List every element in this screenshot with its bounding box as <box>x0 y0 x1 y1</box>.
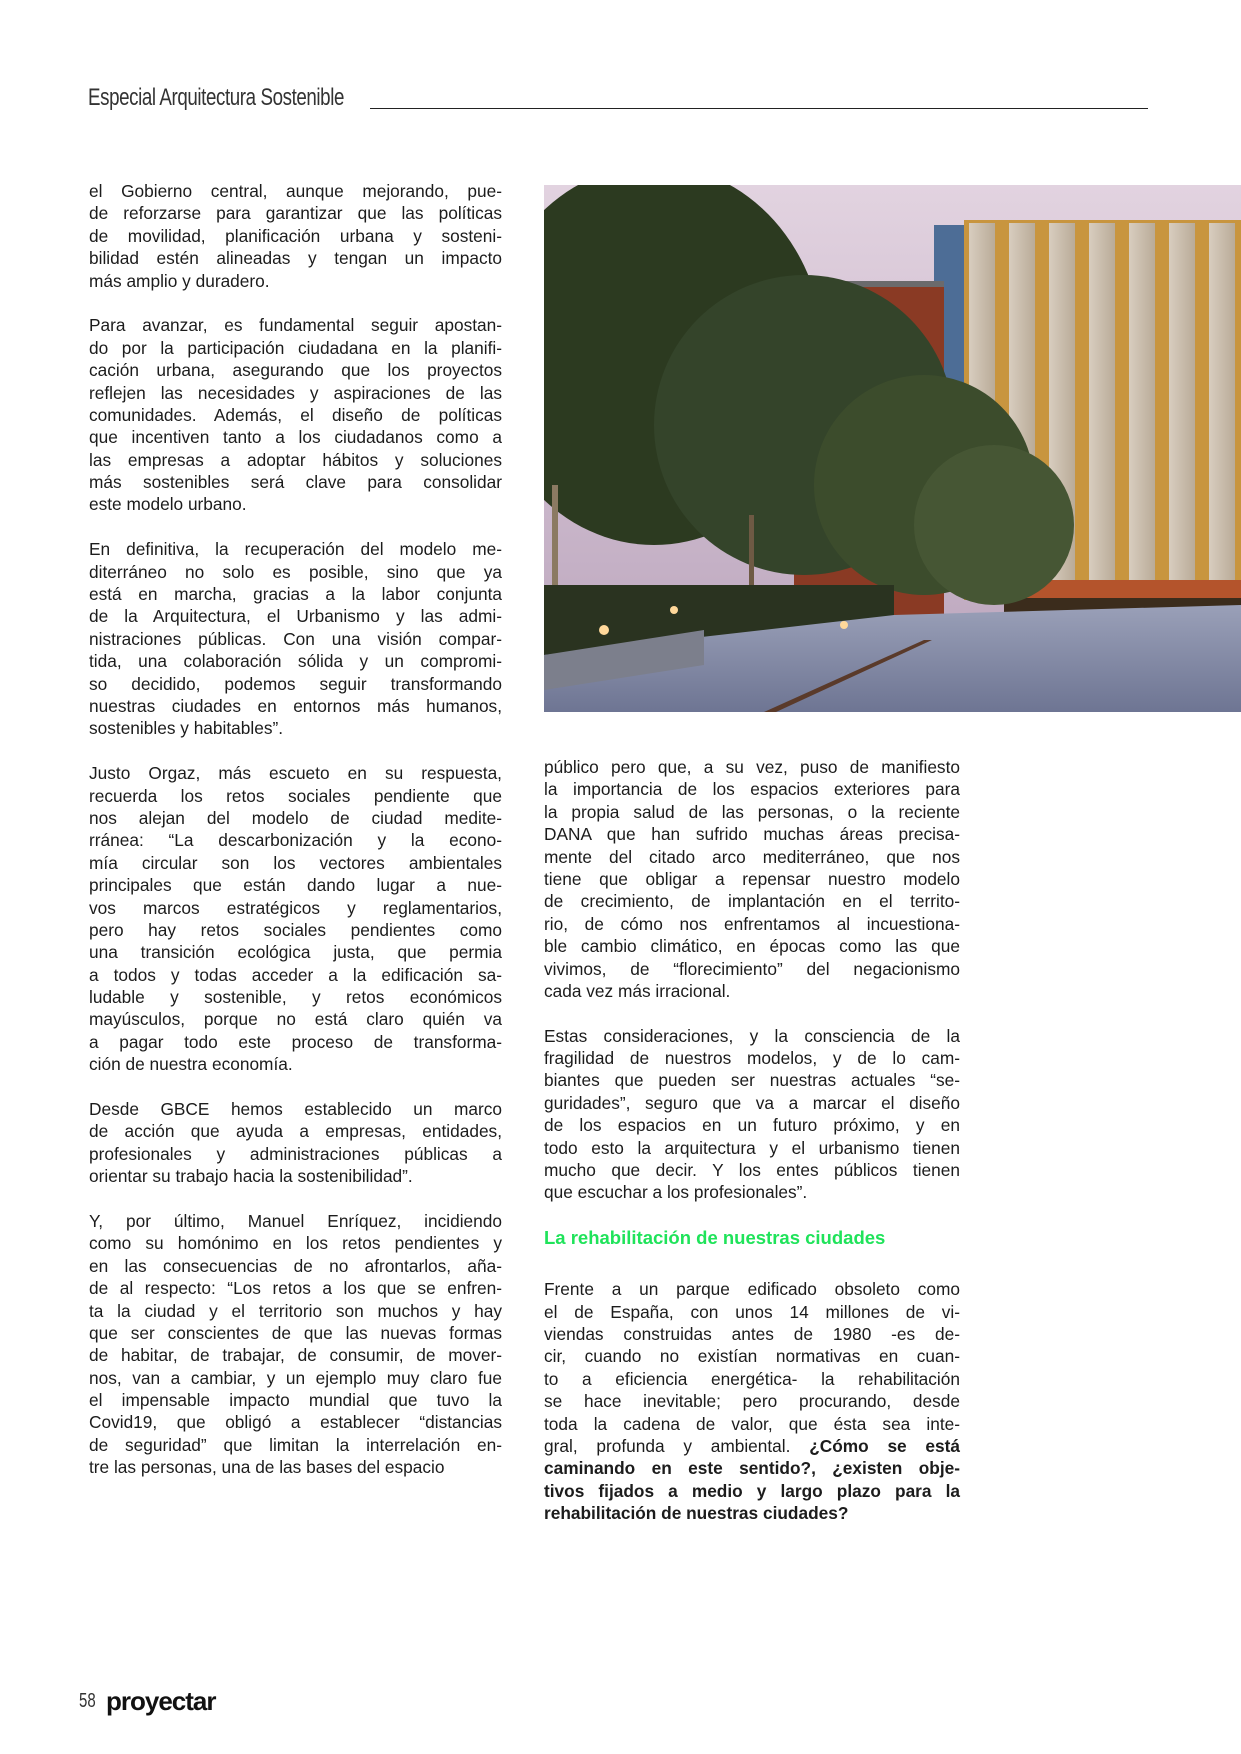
text-line: de movilidad, planificación urbana y sosteni- <box>89 225 502 246</box>
text-line: DANA que han sufrido muchas áreas precisa- <box>544 824 960 845</box>
paragraph <box>89 538 502 740</box>
text-line: a todos y todas acceder a la edificación sa- <box>89 964 502 985</box>
text-line: pero hay retos sociales pendientes como <box>89 919 502 940</box>
text-line: mayúsculos, porque no está claro quién va <box>89 1009 502 1030</box>
text-line: el impensable impacto mundial que tuvo la <box>89 1390 502 1411</box>
text-line: Justo Orgaz, más escueto en su respuesta, <box>89 763 502 784</box>
text-line: que escuchar a los profesionales”. <box>544 1182 808 1203</box>
paragraph <box>544 1025 960 1204</box>
text-line: nos, van a cambiar, y un ejemplo muy claro fue <box>89 1367 502 1388</box>
text-run: el de España, con unos 14 millones de vi- <box>544 1301 960 1322</box>
text-line: todo esto la arquitectura y el urbanismo tienen <box>544 1137 960 1158</box>
left-text-column <box>89 180 502 1501</box>
text-run: toda la cadena de valor, que ésta sea inte- <box>544 1413 960 1434</box>
text-line: más sostenibles será clave para consolidar <box>89 472 502 493</box>
text-run: viendas construidas antes de 1980 -es de- <box>544 1323 960 1344</box>
text-line: comunidades. Además, el diseño de políticas <box>89 404 502 425</box>
text-line <box>544 1502 960 1524</box>
text-line: vos marcos estratégicos y reglamentarios, <box>89 897 502 918</box>
text-line <box>544 1301 960 1323</box>
text-line <box>544 1390 960 1412</box>
right-text-column <box>544 756 960 1547</box>
text-line: de crecimiento, de implantación en el territo- <box>544 891 960 912</box>
text-line: Covid19, que obligó a establecer “distancias <box>89 1412 502 1433</box>
section-subheading: La rehabilitación de nuestras ciudades <box>544 1227 886 1249</box>
text-line <box>544 1345 960 1367</box>
text-line: tre las personas, una de las bases del espacio <box>89 1457 445 1478</box>
text-line: rránea: “La descarbonización y la econo- <box>89 830 502 851</box>
architecture-photo <box>544 185 1241 712</box>
text-line: el Gobierno central, aunque mejorando, pue- <box>89 181 502 201</box>
paragraph <box>544 756 960 1002</box>
text-line: de los espacios en un futuro próximo, y en <box>544 1115 960 1136</box>
bold-question-run: ¿Cómo se está <box>809 1435 960 1456</box>
text-line: la propia salud de las personas, o la reciente <box>544 801 960 822</box>
question-paragraph <box>544 1278 960 1524</box>
section-title: Especial Arquitectura Sostenible <box>88 84 344 111</box>
text-line: orientar su trabajo hacia la sostenibilidad”. <box>89 1166 413 1187</box>
text-line: cación urbana, asegurando que los proyectos <box>89 360 502 381</box>
text-line <box>544 1278 960 1300</box>
text-line <box>544 1435 960 1457</box>
text-line: una transición ecológica justa, que permia <box>89 942 502 963</box>
paragraph <box>89 314 502 516</box>
text-line: do por la participación ciudadana en la planifi- <box>89 337 502 358</box>
paragraph <box>89 1210 502 1479</box>
text-run: gral, profunda y ambiental. <box>544 1435 810 1456</box>
right-paragraphs <box>544 756 960 1204</box>
text-line: nos alejan del modelo de ciudad medite- <box>89 807 502 828</box>
text-line: sostenibles y habitables”. <box>89 718 284 739</box>
text-line: profesionales y administraciones públicas a <box>89 1143 502 1164</box>
text-line: biantes que pueden ser nuestras actuales “se- <box>544 1070 960 1091</box>
text-line: ludable y sostenible, y retos económicos <box>89 987 502 1008</box>
text-line: so decidido, podemos seguir transformando <box>89 673 502 694</box>
text-line: en las consecuencias de no afrontarlos, aña- <box>89 1255 502 1276</box>
text-line: Estas consideraciones, y la consciencia de la <box>544 1025 960 1046</box>
text-line: mente del citado arco mediterráneo, que nos <box>544 846 960 867</box>
text-line: este modelo urbano. <box>89 494 247 515</box>
text-line: recuerda los retos sociales pendiente que <box>89 785 502 806</box>
text-line: Para avanzar, es fundamental seguir apostan- <box>89 315 502 336</box>
text-line: ción de nuestra economía. <box>89 1054 293 1075</box>
text-line: de habitar, de trabajar, de consumir, de mover- <box>89 1345 502 1366</box>
text-line: rio, de cómo nos enfrentamos al incuestiona- <box>544 913 960 934</box>
text-run: to a eficiencia energética- la rehabilitación <box>544 1368 960 1389</box>
text-line: de al respecto: “Los retos a los que se enfren- <box>89 1278 502 1299</box>
text-line: fragilidad de nuestros modelos, y de lo cam- <box>544 1048 960 1069</box>
text-run: cir, cuando no existían normativas en cuan- <box>544 1346 960 1367</box>
text-line: nuestras ciudades en entornos más humanos, <box>89 695 502 716</box>
text-line: de reforzarse para garantizar que las políticas <box>89 203 502 224</box>
text-line: mucho que decir. Y los entes públicos tienen <box>544 1160 960 1181</box>
text-line: ble cambio climático, en épocas como las que <box>544 936 960 957</box>
bold-question-run: rehabilitación de nuestras ciudades? <box>544 1503 849 1524</box>
text-run: se hace inevitable; pero procurando, desde <box>544 1391 960 1412</box>
text-line <box>544 1323 960 1345</box>
text-line <box>544 1368 960 1390</box>
magazine-logo: proyectar <box>106 1686 216 1716</box>
text-line: está en marcha, gracias a la labor conjunta <box>89 584 502 605</box>
text-line: ta la ciudad y el territorio son muchos y hay <box>89 1300 502 1321</box>
text-line: mía circular son los vectores ambientales <box>89 852 502 873</box>
text-line: que incentiven tanto a los ciudadanos como a <box>89 427 502 448</box>
paragraph <box>89 180 502 292</box>
text-line <box>544 1457 960 1479</box>
text-line: más amplio y duradero. <box>89 270 270 291</box>
text-line: vivimos, de “florecimiento” del negacionismo <box>544 958 960 979</box>
text-line <box>544 1480 960 1502</box>
text-line: Desde GBCE hemos establecido un marco <box>89 1099 502 1120</box>
text-line: como su homónimo en los retos pendientes y <box>89 1233 502 1254</box>
text-line: de seguridad” que limitan la interrelación en- <box>89 1434 502 1455</box>
text-line: que ser conscientes de que las nuevas formas <box>89 1322 502 1343</box>
text-line: a pagar todo este proceso de transforma- <box>89 1031 502 1052</box>
text-line: tida, una colaboración sólida y un compromi- <box>89 651 502 672</box>
text-line: En definitiva, la recuperación del modelo me- <box>89 539 502 560</box>
text-line: nistraciones públicas. Con una visión compar- <box>89 628 502 649</box>
bold-question-run: caminando en este sentido?, ¿existen obje- <box>544 1458 960 1479</box>
text-line: la importancia de los espacios exteriores para <box>544 779 960 800</box>
text-line: Y, por último, Manuel Enríquez, incidiendo <box>89 1210 502 1231</box>
page-number: 58 <box>79 1690 96 1712</box>
paragraph <box>89 1098 502 1188</box>
building-render-illustration <box>544 185 1241 712</box>
text-line: de la Arquitectura, el Urbanismo y las admi- <box>89 606 502 627</box>
text-line: de acción que ayuda a empresas, entidades, <box>89 1121 502 1142</box>
text-line: las empresas a adoptar hábitos y soluciones <box>89 449 502 470</box>
text-line: tiene que obligar a repensar nuestro modelo <box>544 868 960 889</box>
text-line: guridades”, seguro que va a marcar el diseño <box>544 1092 960 1113</box>
text-line: diterráneo no solo es posible, sino que ya <box>89 561 502 582</box>
running-header <box>88 84 1148 124</box>
bold-question-run: tivos fijados a medio y largo plazo para la <box>544 1480 960 1501</box>
text-line: bilidad estén alineadas y tengan un impacto <box>89 248 502 269</box>
text-run: Frente a un parque edificado obsoleto como <box>544 1279 960 1300</box>
text-line: reflejen las necesidades y aspiraciones de las <box>89 382 502 403</box>
text-line <box>544 1413 960 1435</box>
text-line: principales que están dando lugar a nue- <box>89 875 502 896</box>
paragraph <box>89 762 502 1075</box>
header-rule <box>370 108 1148 109</box>
text-line: cada vez más irracional. <box>544 980 731 1001</box>
text-line: público pero que, a su vez, puso de manifiesto <box>544 757 960 777</box>
